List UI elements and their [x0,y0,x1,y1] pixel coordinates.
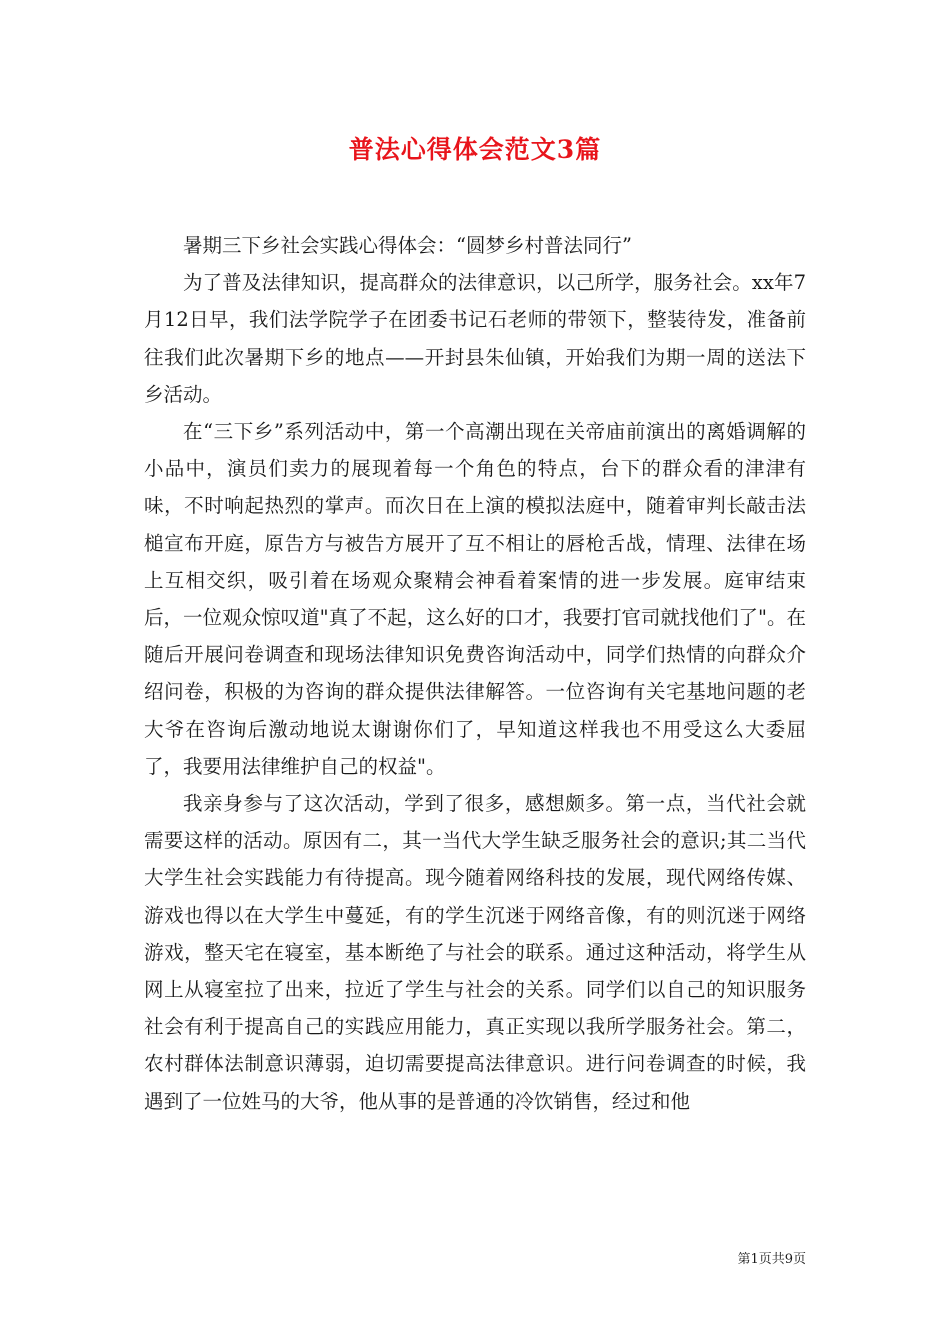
paragraph: 为了普及法律知识，提高群众的法律意识，以己所学，服务社会。xx年7月12日早，我们法学院学子在团委书记石老师的带领下，整装待发，准备前往我们此次暑期下乡的地点——开封县朱仙镇，开始我们为期一周的送法下乡活动。 [144,271,806,406]
page-number: 第1页共9页 [737,1252,806,1267]
paragraph: 在“三下乡”系列活动中，第一个高潮出现在关帝庙前演出的离婚调解的小品中，演员们卖力的展现着每一个角色的特点，台下的群众看的津津有味，不时响起热烈的掌声。而次日在上演的模拟法庭中，随着审判长敲击法槌宣布开庭，原告方与被告方展开了互不相让的唇枪舌战，情理、法律在场上互相交织，吸引着在场观众聚精会神看着案情的进一步发展。庭审结束后，一位观众惊叹道"真了不起，这么好的口才，我要打官司就找他们了"。在随后开展问卷调查和现场法律知识免费咨询活动中，同学们热情的向群众介绍问卷，积极的为咨询的群众提供法律解答。一位咨询有关宅基地问题的老大爷在咨询后激动地说太谢谢你们了，早知道这样我也不用受这么大委屈了，我要用法律维护自己的权益"。 [144,420,806,778]
document-body [144,227,806,1120]
paragraph: 我亲身参与了这次活动，学到了很多，感想颇多。第一点，当代社会就需要这样的活动。原因有二，其一当代大学生缺乏服务社会的意识;其二当代大学生社会实践能力有待提高。现今随着网络科技的发展，现代网络传媒、游戏也得以在大学生中蔓延，有的学生沉迷于网络音像，有的则沉迷于网络游戏，整天宅在寝室，基本断绝了与社会的联系。通过这种活动，将学生从网上从寝室拉了出来，拉近了学生与社会的关系。同学们以自己的知识服务社会有利于提高自己的实践应用能力，真正实现以我所学服务社会。第二，农村群体法制意识薄弱，迫切需要提高法律意识。进行问卷调查的时候，我遇到了一位姓马的大爷，他从事的是普通的冷饮销售，经过和他 [144,792,806,1113]
paragraph-subtitle: 暑期三下乡社会实践心得体会：“圆梦乡村普法同行” [183,234,632,257]
document-title: 普法心得体会范文3篇 [348,135,602,164]
